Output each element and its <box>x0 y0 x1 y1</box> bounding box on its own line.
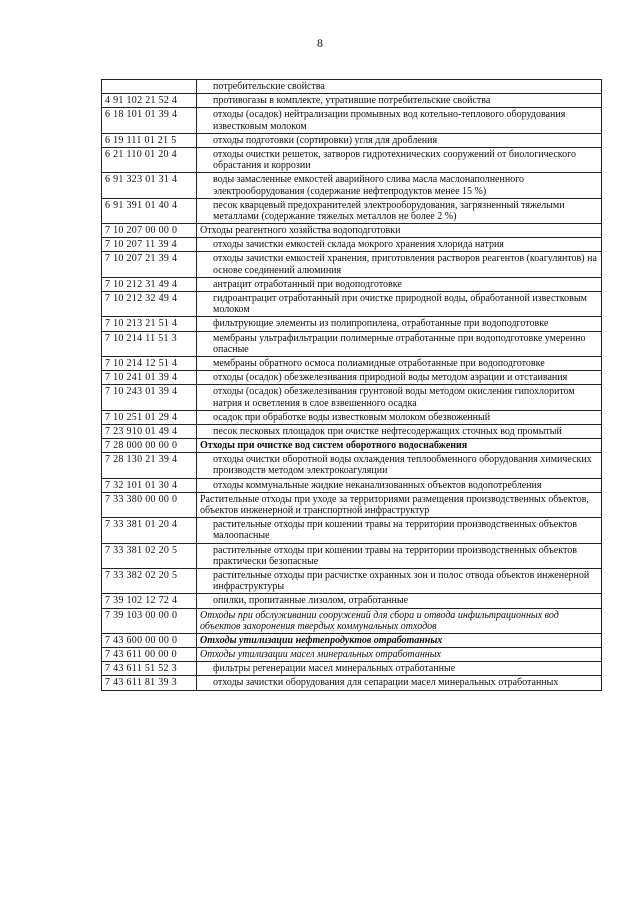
waste-code-cell: 7 10 214 12 51 4 <box>102 356 197 370</box>
waste-code-cell: 6 91 323 01 31 4 <box>102 173 197 198</box>
waste-code-cell: 7 10 213 21 51 4 <box>102 317 197 331</box>
waste-code-cell: 6 21 110 01 20 4 <box>102 147 197 172</box>
waste-code-cell: 7 10 212 32 49 4 <box>102 292 197 317</box>
waste-description-cell: отходы коммунальные жидкие неканализованных объектов водопотребления <box>197 478 602 492</box>
waste-description-cell: гидроантрацит отработанный при очистке природной воды, обработанной известковым молоком <box>197 292 602 317</box>
waste-description-cell: Растительные отходы при уходе за территориями размещения производственных объектов, объектов инженерной и транспортной инфраструктур <box>197 492 602 517</box>
waste-code-cell: 7 10 207 21 39 4 <box>102 252 197 277</box>
waste-description-cell: отходы подготовки (сортировки) угля для дробления <box>197 133 602 147</box>
table-row <box>102 94 602 108</box>
waste-code-cell: 7 10 214 11 51 3 <box>102 331 197 356</box>
table-row <box>102 356 602 370</box>
waste-code-cell: 7 33 381 02 20 5 <box>102 543 197 568</box>
table-row <box>102 543 602 568</box>
waste-code-cell: 7 43 611 51 52 3 <box>102 662 197 676</box>
waste-code-cell: 7 10 207 11 39 4 <box>102 238 197 252</box>
waste-description-cell: противогазы в комплекте, утратившие потребительские свойства <box>197 94 602 108</box>
waste-code-cell: 7 10 212 31 49 4 <box>102 277 197 291</box>
waste-code-cell: 7 33 381 01 20 4 <box>102 518 197 543</box>
waste-code-cell: 7 10 207 00 00 0 <box>102 224 197 238</box>
waste-description-cell: фильтры регенерации масел минеральных отработанные <box>197 662 602 676</box>
table-row <box>102 371 602 385</box>
table-row <box>102 173 602 198</box>
waste-code-cell: 7 10 241 01 39 4 <box>102 371 197 385</box>
table-row <box>102 385 602 410</box>
waste-code-cell: 6 18 101 01 39 4 <box>102 108 197 133</box>
page-number: 8 <box>317 36 323 50</box>
table-row <box>102 492 602 517</box>
waste-code-cell: 7 33 380 00 00 0 <box>102 492 197 517</box>
table-row <box>102 331 602 356</box>
waste-description-cell: растительные отходы при расчистке охранных зон и полос отвода объектов инженерной инфраструктуры <box>197 568 602 593</box>
table-row <box>102 410 602 424</box>
table-row <box>102 292 602 317</box>
waste-code-cell: 7 43 600 00 00 0 <box>102 633 197 647</box>
waste-code-cell: 4 91 102 21 52 4 <box>102 94 197 108</box>
table-row <box>102 676 602 690</box>
table-row <box>102 594 602 608</box>
waste-code-cell: 7 33 382 02 20 5 <box>102 568 197 593</box>
table-row <box>102 453 602 478</box>
waste-description-cell: песок кварцевый предохранителей электрооборудования, загрязненный тяжелыми металлами (содержание тяжелых металлов не более 2 %) <box>197 198 602 223</box>
table-row <box>102 198 602 223</box>
table-row <box>102 608 602 633</box>
table-row <box>102 133 602 147</box>
waste-code-cell: 7 32 101 01 30 4 <box>102 478 197 492</box>
waste-code-cell: 7 23 910 01 49 4 <box>102 424 197 438</box>
waste-code-cell: 7 10 243 01 39 4 <box>102 385 197 410</box>
waste-code-cell: 7 39 103 00 00 0 <box>102 608 197 633</box>
waste-description-cell: мембраны обратного осмоса полиамидные отработанные при водоподготовке <box>197 356 602 370</box>
waste-description-cell: мембраны ультрафильтрации полимерные отработанные при водоподготовке умеренно опасные <box>197 331 602 356</box>
table-row <box>102 478 602 492</box>
waste-code-cell: 7 28 000 00 00 0 <box>102 439 197 453</box>
table-row <box>102 317 602 331</box>
waste-description-cell: фильтрующие элементы из полипропилена, отработанные при водоподготовке <box>197 317 602 331</box>
waste-description-cell: осадок при обработке воды известковым молоком обезвоженный <box>197 410 602 424</box>
table-row <box>102 252 602 277</box>
waste-code-cell: 7 39 102 12 72 4 <box>102 594 197 608</box>
waste-description-cell: растительные отходы при кошении травы на территории производственных объектов малоопасные <box>197 518 602 543</box>
waste-classification-table <box>101 79 602 691</box>
waste-description-cell: отходы очистки оборотной воды охлаждения теплообменного оборудования химических производств методом электрокоагуляции <box>197 453 602 478</box>
waste-description-cell: Отходы утилизации масел минеральных отработанных <box>197 648 602 662</box>
waste-code-cell: 6 91 391 01 40 4 <box>102 198 197 223</box>
waste-description-cell: опилки, пропитанные лизолом, отработанные <box>197 594 602 608</box>
table-row <box>102 518 602 543</box>
waste-description-cell: песок песковых площадок при очистке нефтесодержащих сточных вод промытый <box>197 424 602 438</box>
table-row <box>102 108 602 133</box>
table-row <box>102 238 602 252</box>
waste-description-cell: Отходы утилизации нефтепродуктов отработанных <box>197 633 602 647</box>
table-row <box>102 147 602 172</box>
waste-code-cell: 6 19 111 01 21 5 <box>102 133 197 147</box>
waste-description-cell: воды замасленные емкостей аварийного слива масла маслонаполненного электрооборудования (содержание нефтепродуктов менее 15 %) <box>197 173 602 198</box>
table-row <box>102 633 602 647</box>
waste-description-cell: отходы очистки решеток, затворов гидротехнических сооружений от биологического обрастания и коррозии <box>197 147 602 172</box>
waste-description-cell: отходы (осадок) обезжелезивания природной воды методом аэрации и отстаивания <box>197 371 602 385</box>
waste-description-cell: Отходы реагентного хозяйства водоподготовки <box>197 224 602 238</box>
waste-description-cell: отходы (осадок) нейтрализации промывных вод котельно-теплового оборудования известковым молоком <box>197 108 602 133</box>
table-row <box>102 80 602 94</box>
waste-description-cell: отходы (осадок) обезжелезивания грунтовой воды методом окисления гипохлоритом натрия и осветления в слое взвешенного осадка <box>197 385 602 410</box>
table-row <box>102 568 602 593</box>
waste-description-cell: антрацит отработанный при водоподготовке <box>197 277 602 291</box>
waste-code-cell: 7 43 611 00 00 0 <box>102 648 197 662</box>
waste-code-cell: 7 43 611 81 39 3 <box>102 676 197 690</box>
waste-description-cell: Отходы при обслуживании сооружений для сбора и отвода инфильтрационных вод объектов захоронения твердых коммунальных отходов <box>197 608 602 633</box>
waste-code-cell: 7 28 130 21 39 4 <box>102 453 197 478</box>
table-body <box>102 80 602 691</box>
waste-description-cell: Отходы при очистке вод систем оборотного водоснабжения <box>197 439 602 453</box>
waste-description-cell: растительные отходы при кошении травы на территории производственных объектов практически безопасные <box>197 543 602 568</box>
table-row <box>102 424 602 438</box>
waste-code-cell: 7 10 251 01 29 4 <box>102 410 197 424</box>
waste-description-cell: отходы зачистки емкостей хранения, приготовления растворов реагентов (коагулянтов) на основе соединений алюминия <box>197 252 602 277</box>
waste-description-cell: потребительские свойства <box>197 80 602 94</box>
waste-code-cell <box>102 80 197 94</box>
table-row <box>102 224 602 238</box>
waste-description-cell: отходы зачистки емкостей склада мокрого хранения хлорида натрия <box>197 238 602 252</box>
table-row <box>102 648 602 662</box>
table-row <box>102 662 602 676</box>
waste-description-cell: отходы зачистки оборудования для сепарации масел минеральных отработанных <box>197 676 602 690</box>
table-row <box>102 277 602 291</box>
table-row <box>102 439 602 453</box>
